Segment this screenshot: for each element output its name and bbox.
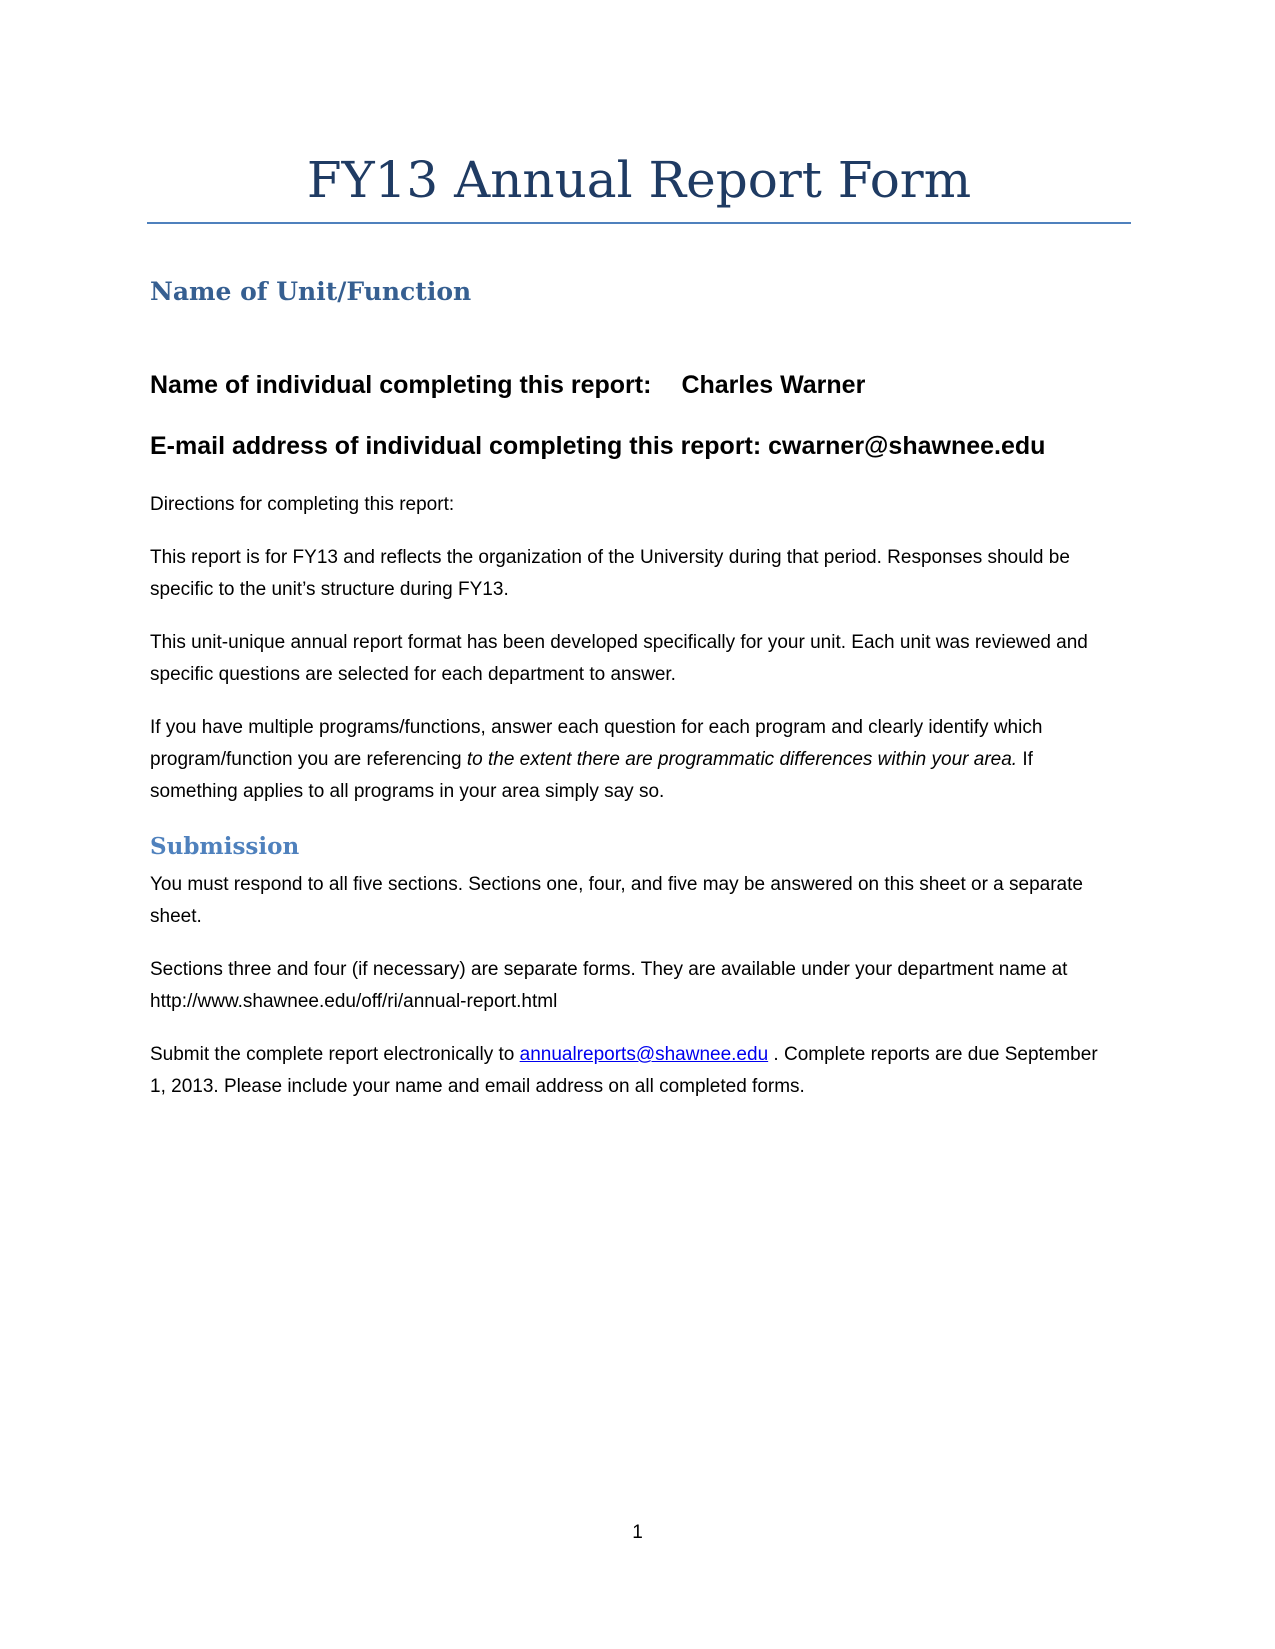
directions-paragraph-2: This unit-unique annual report format has been developed specifically for your unit. Each unit was reviewed and specific questions are selected for each department to answer. [150, 632, 1088, 685]
reporter-name-label: Name of individual completing this report: [150, 371, 652, 399]
title-underline [147, 222, 1131, 224]
reporter-email-line [150, 428, 1045, 464]
directions-p3-text-end: If something applies to all programs in your area simply say so. [150, 749, 1033, 802]
submission-paragraph-3 [150, 1039, 1110, 1103]
submission-paragraph-1: You must respond to all five sections. Sections one, four, and five may be answered on this sheet or a separate sheet. [150, 874, 1083, 927]
submission-p3-text: Submit the complete report electronically to [150, 1044, 520, 1065]
reporter-name-line [150, 367, 865, 403]
submission-heading: Submission [150, 833, 300, 860]
directions-section [150, 489, 1110, 829]
unit-function-heading: Name of Unit/Function [150, 277, 472, 306]
directions-p3-italic: to the extent there are programmatic differences within your area. [466, 749, 1018, 770]
directions-intro: Directions for completing this report: [150, 494, 455, 515]
submission-paragraph-2: Sections three and four (if necessary) are separate forms. They are available under your department name at http://www.shawnee.edu/off/ri/annual-report.html [150, 959, 1068, 1012]
submission-section [150, 869, 1110, 1124]
directions-p3-text: If you have multiple programs/functions, answer each question for each program and clearly identify which program/function you are referencing [150, 717, 1043, 770]
document-title: FY13 Annual Report Form [306, 151, 972, 209]
page-number: 1 [632, 1522, 643, 1543]
reporter-email-label: E-mail address of individual completing this report: [150, 432, 762, 460]
reporter-email-value: cwarner@shawnee.edu [768, 432, 1046, 460]
directions-paragraph-1: This report is for FY13 and reflects the organization of the University during that period. Responses should be specific to the unit’s structure during FY13. [150, 547, 1070, 600]
directions-paragraph-3 [150, 712, 1110, 808]
submission-p3-text-end: . Complete reports are due September 1, 2013. Please include your name and email address on all completed forms. [150, 1044, 1098, 1097]
reporter-name-value: Charles Warner [681, 371, 866, 399]
annual-reports-email-link[interactable]: annualreports@shawnee.edu [519, 1044, 769, 1065]
